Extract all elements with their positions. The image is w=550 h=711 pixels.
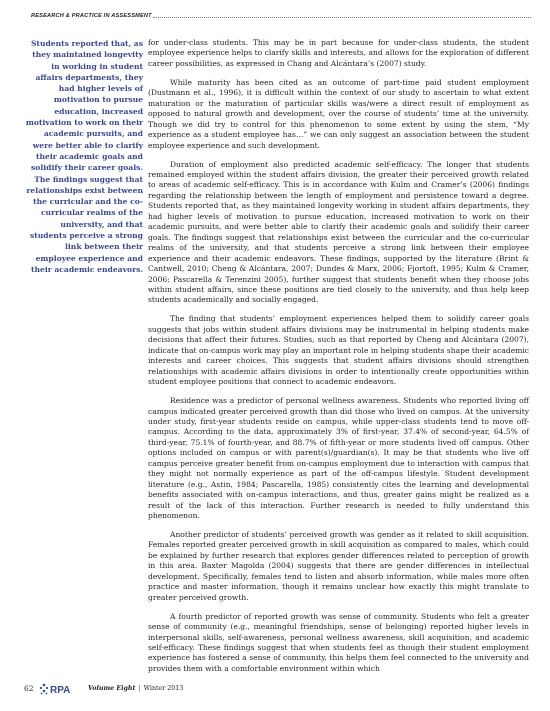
page-footer (24, 680, 264, 700)
logo-text: RPA (50, 685, 71, 696)
volume-label: Volume Eight (88, 685, 136, 692)
volume-issue (88, 685, 183, 692)
journal-section-label: RESEARCH & PRACTICE IN ASSESSMENT (31, 13, 152, 19)
rpa-logo-icon (38, 680, 84, 698)
running-header (31, 11, 531, 23)
paragraph-4: The finding that students’ employment experiences helped them to solidify career goals suggests that jobs within student affairs divisions may be instrumental in helping students make decisions that affect their futures. Studies, such as that reported by Cheng and Alcántara (2007), indicate that on-campus work may play an important role in helping students shape their academic interests and career choices. This suggests that student affairs divisions should strengthen relationships with academic affairs divisions in order to intentionally create opportunities within student employee positions that connect to academic endeavors. (148, 314, 529, 387)
volume-separator: | (138, 685, 141, 692)
paragraph-2: While maturity has been cited as an outcome of part-time paid student employment (Dustmann et al., 1996), it is difficult within the context of our study to ascertain to what extent maturation or the maturation of particular skills was/were a direct result of employment as opposed to natural growth and development, over the course of students’ time at the university. Though we did try to control for this phenomenon to some extent by using the stem, “My experience as a student employee has…” we can only suggest an association between the student employee experience and such development. (148, 77, 529, 150)
paragraph-5: Residence was a predictor of personal wellness awareness. Students who reported living off campus indicated greater perceived growth than did those who lived on campus. At the university under study, first-year students reside on campus, while upper-class students tend to move off-campus. According to the data, approximately 3% of first-year, 37.4% of second-year, 64.5% of third-year, 75.1% of fourth-year, and 88.7% of fifth-year or more students lived off campus. Other options included on campus or with parent(s)/guardian(s). It may be that students who live off campus perceive greater benefit from on-campus employment due to interaction with campus that they might not normally experience as part of the off-campus lifestyle. Student development literature (e.g., Astin, 1984; Pascarella, 1985) consistently cites the learning and developmental benefits associated with on-campus interactions, and thus, greater gains might be realized as a result of the lack of this interaction. Further research is needed to fully understand this phenomenon. (148, 396, 529, 521)
header-dotted-rule (153, 17, 531, 18)
issue-label: Winter 2013 (143, 685, 184, 692)
article-body (148, 38, 529, 683)
pull-quote: Students reported that, as they maintained longevity in working in student affairs departments, they had higher levels of motivation to pursue education, increased motivation to work on their academic pursuits, and were better able to clarify their academic goals and solidify their career goals. The findings suggest that relationships exist between the curricular and the co-curricular realms of the university, and that students perceive a strong link between their employee experience and their academic endeavors. (25, 39, 143, 274)
paragraph-1: for under-class students. This may be in part because for under-class students, the student employee experience helps to clarify skills and interests, and allows for the exploration of different career possibilities, as expressed in Chang and Alcántara’s (2007) study. (148, 38, 529, 68)
paragraph-6: Another predictor of students’ perceived growth was gender as it related to skill acquisition. Females reported greater perceived growth in skill acquisition as compared to males, which could be explained by further research that explores gender differences related to perception of growth in this area. Baxter Magolda (2004) suggests that there are gender differences in intellectual development. Specifically, females tend to listen and absorb information, while males more often practice and master information, though it remains unclear how exactly this might translate to greater perceived growth. (148, 529, 529, 602)
paragraph-3: Duration of employment also predicted academic self-efficacy. The longer that students remained employed within the student affairs division, the greater their perceived growth related to areas of academic self-efficacy. This is in accordance with Kulm and Cramer’s (2006) findings regarding the relationship between the length of employment and persistence toward a degree. Students reported that, as they maintained longevity working in student affairs departments, they had higher levels of motivation to pursue education, increased motivation to work on their academic pursuits, and were better able to clarify their academic goals and solidify their career goals. The findings suggest that relationships exist between the curricular and the co-curricular realms of the university, and that students perceive a strong link between their employee experience and their academic endeavors. These findings, supported by the literature (Brint & Cantwell, 2010; Cheng & Alcántara, 2007; Dundes & Marx, 2006; Fjortoft, 1995; Kulm & Cramer, 2006; Pascarella & Terenzini 2005), further suggest that students benefit when they choose jobs within student affairs, since these positions are tied closely to the university, and thus help keep students academically and socially engaged. (148, 159, 529, 305)
page-number: 62 (24, 684, 34, 693)
paragraph-7: A fourth predictor of reported growth was sense of community. Students who felt a greater sense of community (e.g., meaningful friendships, sense of belonging) reported higher levels in interpersonal skills, self-awareness, personal wellness awareness, skill acquisition, and academic self-efficacy. These findings suggest that when students feel as though their student employment experience has fostered a sense of community, this helps them feel connected to the university and provides them with a comfortable environment within which (148, 611, 529, 673)
